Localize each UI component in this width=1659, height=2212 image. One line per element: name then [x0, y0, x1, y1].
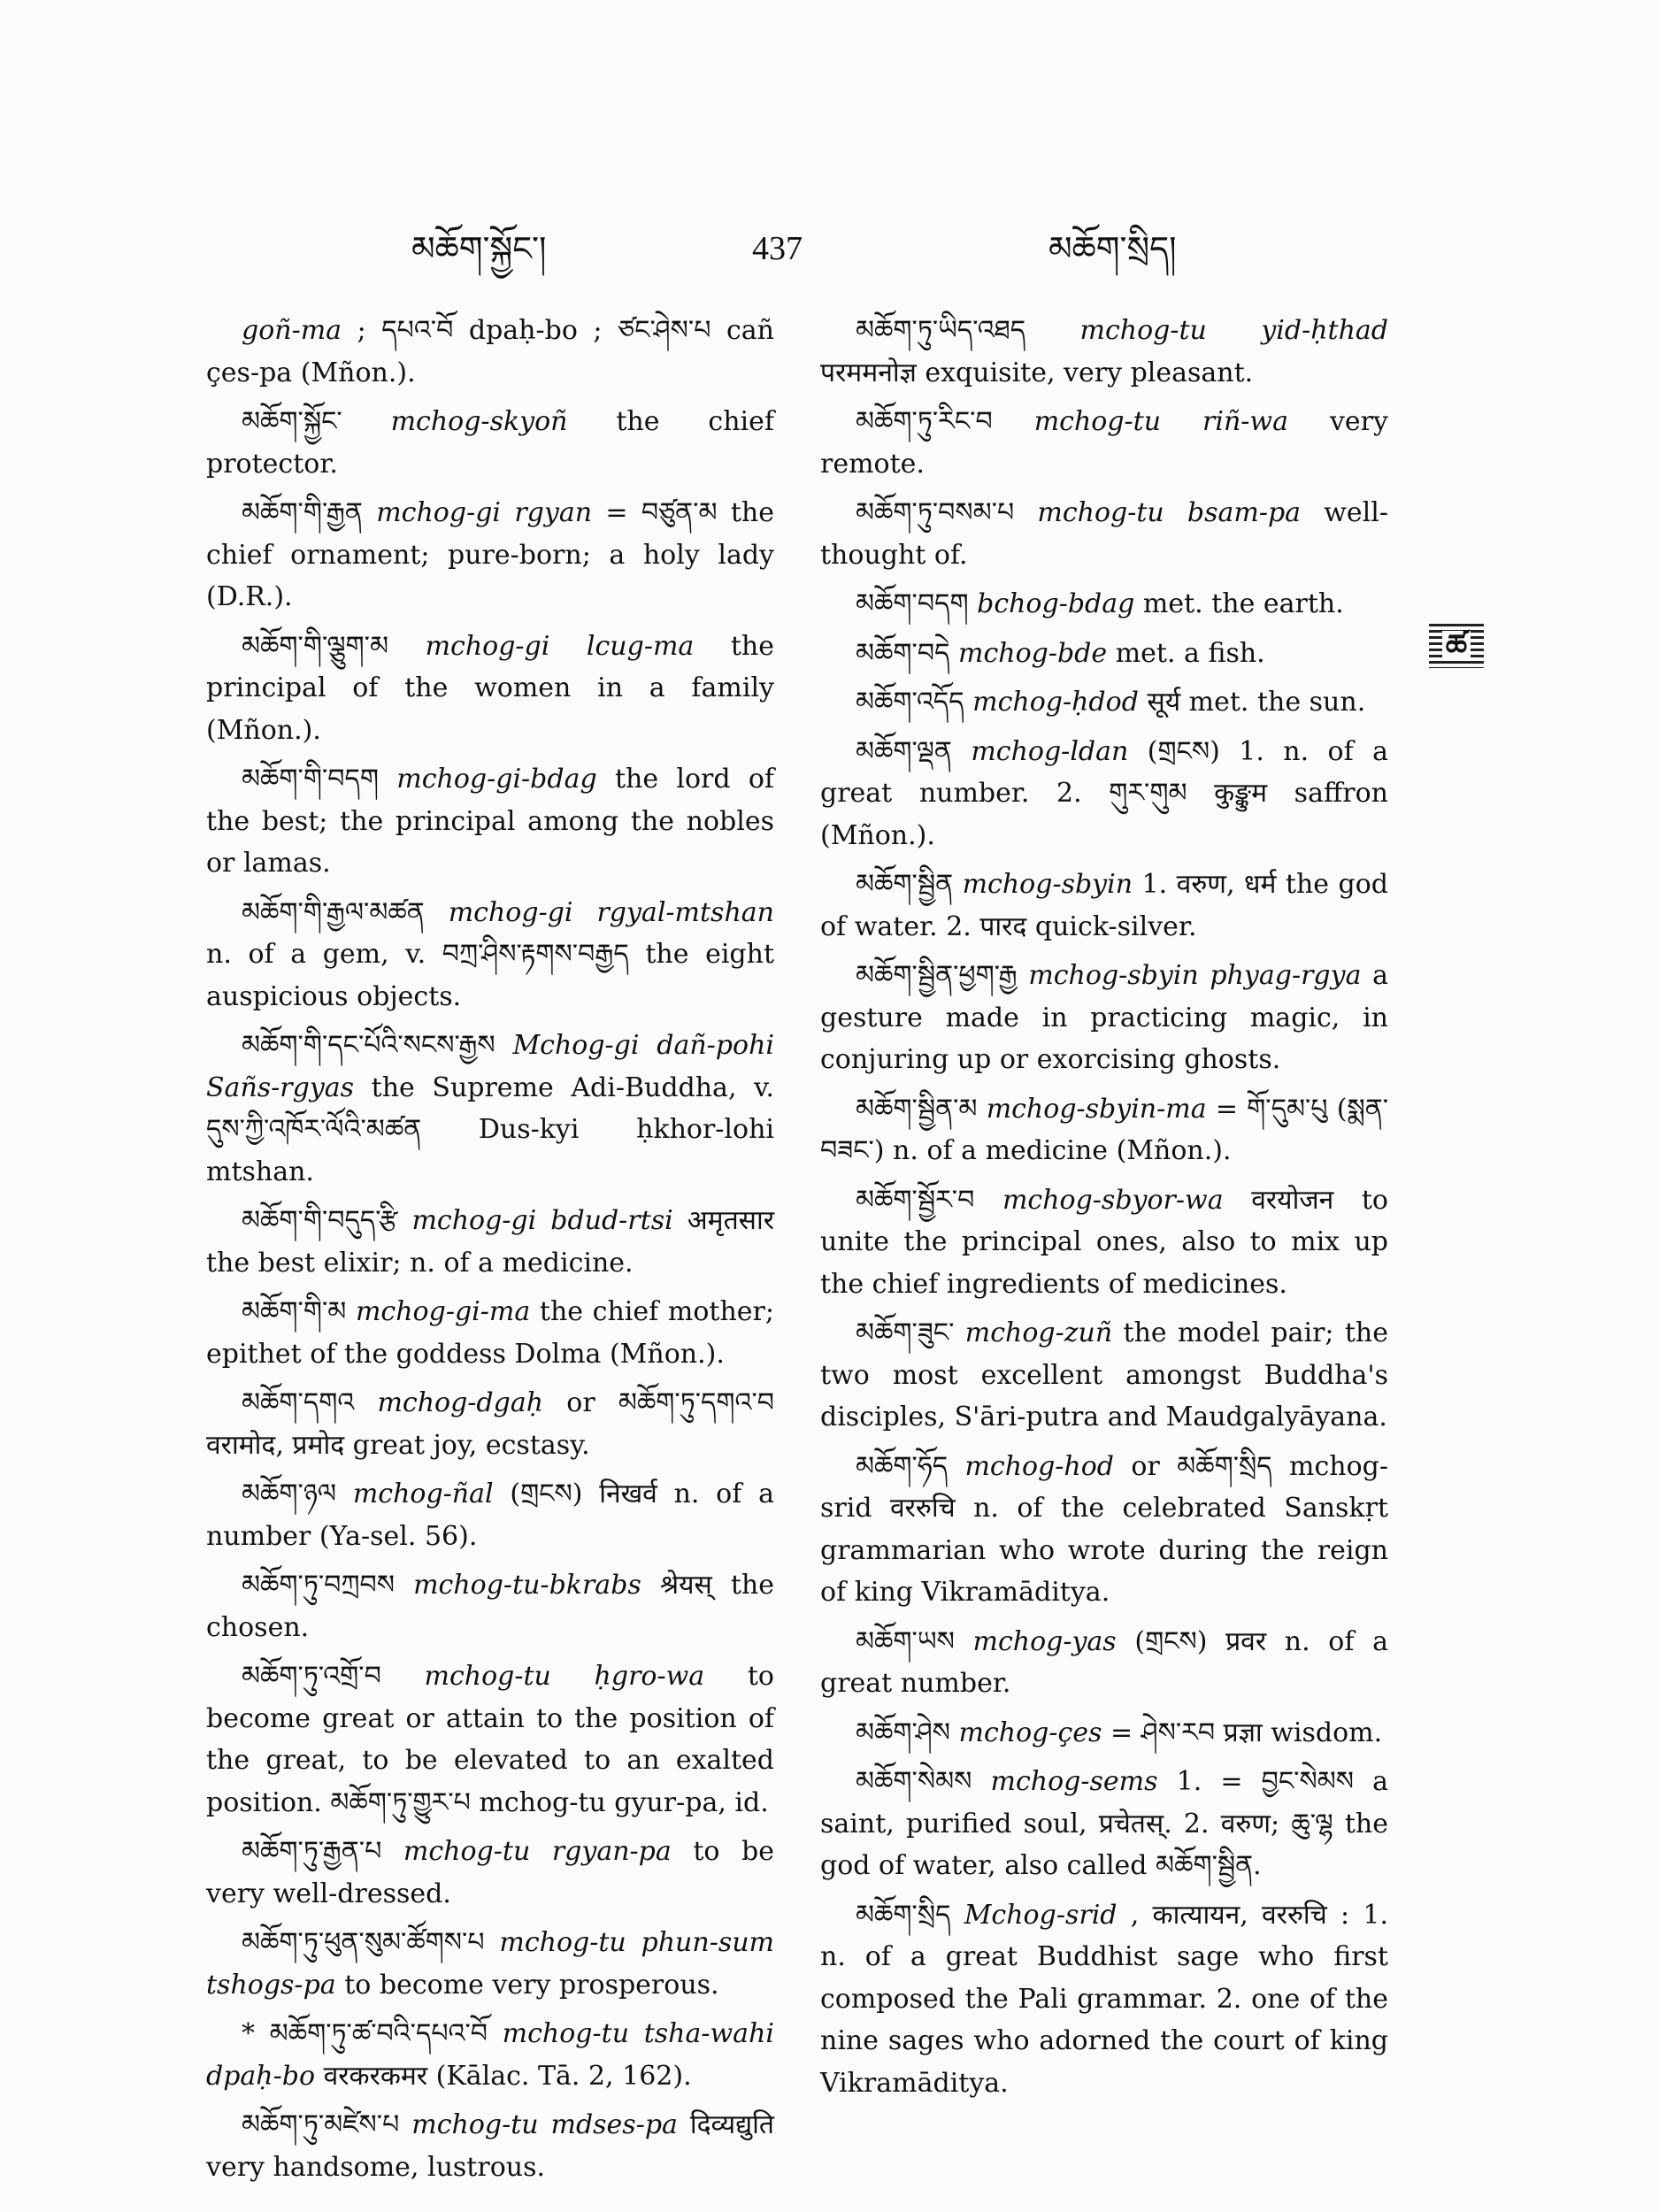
entry-tibetan-headword: མཆོག་ཏུ་འགྲོ་བ: [242, 1661, 381, 1692]
dictionary-entry: [820, 1312, 1388, 1439]
entry-tibetan-headword: མཆོག་ཏུ་ཕུན་སུམ་ཚོགས་པ: [242, 1927, 485, 1958]
dictionary-entry: [206, 1831, 774, 1915]
page-number: 437: [752, 230, 803, 267]
entry-definition: श्रेयस् the chosen.: [206, 1570, 774, 1643]
entry-transliteration: mchog-zuñ: [964, 1317, 1113, 1348]
entry-tibetan-headword: མཆོག་གི་རྒྱན: [242, 497, 363, 528]
entry-definition: to become very prosperous.: [344, 1969, 719, 2001]
entry-definition: दिव्यद्युति very handsome, lustrous.: [206, 2109, 774, 2183]
dictionary-entry: [820, 1446, 1388, 1614]
dictionary-entry: [820, 955, 1388, 1081]
entry-definition: n. of a gem, v. བཀྲ་ཤིས་རྟགས་བརྒྱད the eight auspicious objects.: [206, 939, 774, 1012]
entry-transliteration: mchog-dgaḥ: [377, 1387, 544, 1418]
entry-definition: सूर्य met. the sun.: [1147, 687, 1366, 718]
entry-definition: met. the earth.: [1142, 588, 1344, 619]
entry-transliteration: mchog-ñal: [352, 1479, 494, 1509]
entry-definition: , कात्यायन, वररुचि : 1. n. of a great Buddhist sage who first composed the Pali grammar. 2. one of the nine sages who adorned the court of king Vikramāditya.: [820, 1899, 1388, 2099]
entry-transliteration: mchog-tu yid-ḥthad: [1079, 315, 1388, 346]
dictionary-entry: [820, 633, 1388, 675]
entry-tibetan-headword: མཆོག་གི་ལྕུག་མ: [242, 630, 389, 662]
dictionary-entry: [820, 401, 1388, 485]
entry-transliteration: mchog-gi-ma: [355, 1296, 531, 1327]
entry-definition: or མཆོག་སྲིད mchog-srid वररुचि n. of the celebrated Sanskṛt grammarian who wrote during the reign of king Vikramāditya.: [820, 1450, 1388, 1608]
left-column: [206, 310, 774, 2195]
entry-transliteration: mchog-gi-bdag: [396, 764, 597, 795]
entry-transliteration: mchog-gi bdud-rtsi: [411, 1205, 673, 1236]
entry-transliteration: mchog-tu ḥgro-wa: [424, 1661, 705, 1692]
dictionary-entry: [206, 401, 774, 485]
entry-definition: the model pair; the two most excellent amongst Buddha's disciples, S'āri-putra and Maudgalyāyana.: [820, 1317, 1388, 1432]
entry-transliteration: mchog-bde: [958, 637, 1108, 669]
entry-tibetan-headword: མཆོག་ཏུ་ཡིད་འཐད: [856, 315, 1026, 346]
dictionary-entry: [820, 731, 1388, 857]
entry-tibetan-headword: མཆོག་སྦྱིན་མ: [856, 1093, 978, 1125]
entry-definition: to be very well-dressed.: [206, 1836, 774, 1909]
entry-tibetan-headword: མཆོག་བདག: [856, 588, 969, 619]
dictionary-entry: [206, 310, 774, 394]
entry-definition: ; དཔའ་བོ dpaḥ-bo ; ཙང་ཤེས་པ cañ çes-pa (Mñon.).: [206, 315, 774, 388]
entry-transliteration: bchog-bdag: [977, 588, 1135, 619]
dictionary-entry: [206, 1473, 774, 1557]
entry-tibetan-headword: མཆོག་གི་རྒྱལ་མཚན: [242, 896, 425, 928]
entry-tibetan-headword: མཆོག་སེམས: [856, 1766, 972, 1797]
entry-definition: अमृतसार the best elixir; n. of a medicine.: [206, 1205, 774, 1279]
entry-tibetan-headword: མཆོག་ལྡན: [856, 735, 952, 767]
entry-transliteration: mchog-ḥdod: [972, 687, 1139, 718]
entry-transliteration: mchog-sems: [990, 1766, 1158, 1797]
entry-tibetan-headword: མཆོག་སྐྱོང་: [242, 406, 342, 437]
dictionary-entry: [820, 681, 1388, 724]
entry-tibetan-headword: མཆོག་ཏུ་མཛེས་པ: [242, 2109, 400, 2140]
entry-transliteration: mchog-tu phun-sum tshogs-pa: [206, 1927, 774, 2001]
entry-tibetan-headword: * མཆོག་ཏུ་ཚ་བའི་དཔའ་བོ: [242, 2018, 488, 2049]
entry-definition: the lord of the best; the principal among the nobles or lamas.: [206, 764, 774, 879]
entry-definition: met. a fish.: [1115, 637, 1265, 669]
entry-tibetan-headword: མཆོག་སྲིད: [856, 1899, 951, 1931]
entry-transliteration: mchog-gi lcug-ma: [425, 630, 695, 662]
dictionary-entry: [820, 1088, 1388, 1172]
dictionary-entry: [206, 1564, 774, 1648]
entry-tibetan-headword: མཆོག་གི་བདུད་རྩི: [242, 1205, 398, 1236]
dictionary-entry: [206, 1025, 774, 1193]
entry-transliteration: goñ-ma: [242, 315, 342, 346]
entry-definition: वरकरकमर (Kālac. Tā. 2, 162).: [323, 2060, 692, 2092]
dictionary-entry: [206, 626, 774, 752]
entry-tibetan-headword: མཆོག་ཏུ་བསམ་པ: [856, 497, 1015, 528]
entry-transliteration: mchog-tu-bkrabs: [413, 1570, 641, 1601]
entry-definition: the chief protector.: [206, 406, 774, 480]
entry-definition: the chief mother; epithet of the goddess Dolma (Mñon.).: [206, 1296, 774, 1370]
entry-definition: very remote.: [820, 406, 1388, 480]
dictionary-entry: [820, 1712, 1388, 1755]
entry-definition: or མཆོག་ཏུ་དགའ་བ वरामोद, प्रमोद great joy, ecstasy.: [206, 1387, 774, 1461]
running-head-right: མཆོག་སྲིད།: [1048, 229, 1177, 268]
entry-definition: 1. वरुण, धर्म the god of water. 2. पारद quick-silver.: [820, 869, 1388, 942]
entry-tibetan-headword: མཆོག་ཡས: [856, 1625, 955, 1657]
dictionary-entry: [820, 492, 1388, 576]
entry-tibetan-headword: མཆོག་ཏུ་རིང་བ: [856, 406, 993, 437]
dictionary-entry: [206, 2104, 774, 2188]
entry-definition: 1. = བྱང་སེམས a saint, purified soul, प्रचेतस्. 2. वरुण; ཆུ་ལྷ the god of water, also called མཆོག་སྦྱིན.: [820, 1766, 1389, 1881]
entry-definition: = གོ་དུམ་པུ (སྨན་བཟང་) n. of a medicine (Mñon.).: [820, 1093, 1389, 1166]
entry-transliteration: mchog-gi rgyal-mtshan: [448, 896, 774, 928]
entry-definition: to become great or attain to the position of the great, to be elevated to an exalted position. མཆོག་ཏུ་གྱུར་པ mchog-tu gyur-pa, id.: [206, 1661, 774, 1818]
dictionary-entry: [206, 2013, 774, 2097]
entry-transliteration: mchog-yas: [972, 1625, 1117, 1657]
entry-tibetan-headword: མཆོག་སྦྱོར་བ: [856, 1184, 975, 1216]
entry-definition: the principal of the women in a family (Mñon.).: [206, 630, 774, 746]
dictionary-entry: [820, 310, 1388, 394]
dictionary-entry: [820, 1894, 1388, 2105]
entry-definition: well-thought of.: [820, 497, 1388, 571]
dictionary-entry: [820, 583, 1388, 626]
entry-transliteration: mchog-çes: [958, 1717, 1102, 1748]
entry-transliteration: mchog-skyoñ: [390, 406, 568, 437]
entry-transliteration: mchog-tu bsam-pa: [1037, 497, 1302, 528]
entry-transliteration: mchog-sbyin phyag-rgya: [1028, 960, 1362, 991]
entry-tibetan-headword: མཆོག་སྦྱིན: [856, 869, 954, 900]
dictionary-entry: [206, 1291, 774, 1375]
dictionary-entry: [820, 864, 1388, 948]
dictionary-entry: [206, 1382, 774, 1466]
entry-tibetan-headword: མཆོག་དགའ: [242, 1387, 355, 1418]
entry-definition: (གྲངས) निखर्व n. of a number (Ya-sel. 56).: [206, 1479, 774, 1552]
entry-transliteration: mchog-ldan: [971, 735, 1129, 767]
entry-transliteration: mchog-tu riñ-wa: [1033, 406, 1288, 437]
dictionary-entry: [206, 892, 774, 1018]
dictionary-entry: [820, 1179, 1388, 1306]
entry-tibetan-headword: མཆོག་སྦྱིན་ཕྱག་རྒྱ: [856, 960, 1018, 991]
dictionary-entry: [206, 1922, 774, 2006]
entry-definition: (གྲངས) 1. n. of a great number. 2. གུར་གུམ कुङ्कुम saffron (Mñon.).: [820, 735, 1388, 851]
entry-definition: a gesture made in practicing magic, in conjuring up or exorcising ghosts.: [820, 960, 1388, 1075]
entry-definition: परममनोज्ञ exquisite, very pleasant.: [820, 357, 1254, 388]
entry-tibetan-headword: མཆོག་ཟུང་: [856, 1317, 955, 1348]
thumb-index-tab: [1429, 624, 1484, 668]
entry-tibetan-headword: མཆོག་བདེ: [856, 637, 950, 669]
entry-transliteration: Mchog-gi dañ-pohi Sañs-rgyas: [206, 1030, 774, 1103]
entry-transliteration: mchog-tu tsha-wahi dpaḥ-bo: [206, 2018, 774, 2092]
entry-definition: (གྲངས) प्रवर n. of a great number.: [820, 1625, 1388, 1699]
entry-tibetan-headword: མཆོག་ཉལ: [242, 1479, 337, 1509]
running-head-left: མཆོག་སྐྱོང་།: [411, 229, 547, 268]
dictionary-entry: [820, 1621, 1388, 1705]
entry-tibetan-headword: མཆོག་ཤེས: [856, 1717, 950, 1748]
right-column: [820, 310, 1388, 2111]
entry-tibetan-headword: མཆོག་གི་བདག: [242, 764, 379, 795]
entry-definition: = བཙུན་མ the chief ornament; pure-born; a holy lady (D.R.).: [206, 497, 774, 612]
entry-tibetan-headword: མཆོག་ཧོད: [856, 1450, 949, 1482]
entry-tibetan-headword: མཆོག་གི་མ: [242, 1296, 347, 1327]
entry-transliteration: mchog-tu rgyan-pa: [403, 1836, 672, 1867]
thumb-tab-letter: ཚ: [1442, 631, 1471, 661]
entry-transliteration: mchog-tu mdses-pa: [411, 2109, 678, 2140]
entry-transliteration: mchog-sbyor-wa: [1002, 1184, 1224, 1216]
dictionary-entry: [820, 1761, 1388, 1887]
entry-definition: = ཤེས་རབ प्रज्ञा wisdom.: [1110, 1717, 1383, 1748]
dictionary-entry: [206, 492, 774, 618]
entry-definition: the Supreme Adi-Buddha, v. དུས་ཀྱི་འཁོར་ལོའི་མཚན Dus-kyi ḥkhor-lohi mtshan.: [206, 1071, 774, 1187]
entry-transliteration: Mchog-srid: [964, 1899, 1118, 1931]
entry-transliteration: mchog-sbyin-ma: [986, 1093, 1207, 1125]
dictionary-entry: [206, 758, 774, 885]
entry-definition: वरयोजन to unite the principal ones, also to mix up the chief ingredients of medicines.: [820, 1184, 1388, 1300]
entry-tibetan-headword: མཆོག་གི་དང་པོའི་སངས་རྒྱས: [242, 1030, 495, 1061]
entry-tibetan-headword: མཆོག་ཏུ་རྒྱན་པ: [242, 1836, 382, 1867]
entry-transliteration: mchog-hod: [964, 1450, 1115, 1482]
entry-transliteration: mchog-sbyin: [962, 869, 1133, 900]
entry-tibetan-headword: མཆོག་ཏུ་བཀྲབས: [242, 1570, 396, 1601]
dictionary-entry: [206, 1200, 774, 1284]
dictionary-entry: [206, 1655, 774, 1824]
entry-tibetan-headword: མཆོག་འདོད: [856, 687, 964, 718]
entry-transliteration: mchog-gi rgyan: [376, 497, 593, 528]
